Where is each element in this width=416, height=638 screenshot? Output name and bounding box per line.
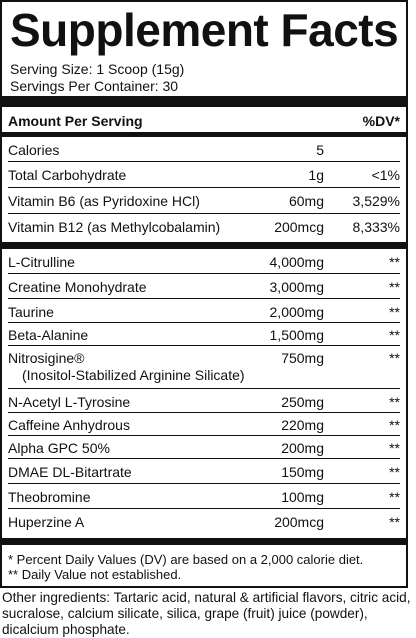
nutrient-amount: 200mcg [274, 219, 324, 235]
nutrient-amount: 2,000mg [269, 304, 324, 320]
nutrient-amount: 60mg [288, 193, 324, 209]
nutrient-name: N-Acetyl L-Tyrosine [8, 394, 131, 410]
dv-header-label: %DV* [362, 113, 400, 129]
nutrient-name: Theobromine [8, 489, 91, 505]
nutrient-amount: 150mg [281, 464, 324, 480]
row-divider [8, 412, 400, 413]
row-divider [8, 298, 400, 299]
nutrient-dv: ** [389, 350, 400, 366]
nutrient-name: Taurine [8, 304, 54, 320]
nutrient-amount: 3,000mg [269, 279, 324, 295]
thick-divider-header [2, 132, 406, 137]
row-divider [8, 458, 400, 459]
nutrient-name: Calories [8, 142, 60, 158]
nutrient-amount: 1,500mg [269, 327, 324, 343]
row-divider [8, 187, 400, 188]
panel-title: Supplement Facts [10, 4, 399, 56]
nutrient-dv: ** [389, 440, 400, 456]
nutrient-amount: 750mg [281, 350, 324, 366]
thick-divider-middle [2, 242, 406, 249]
nutrient-dv: ** [389, 417, 400, 433]
nutrient-name: Vitamin B12 (as Methylcobalamin) [8, 219, 221, 235]
nutrient-name: Nitrosigine® [8, 350, 85, 366]
nutrient-amount: 200mg [281, 440, 324, 456]
nutrient-name: Alpha GPC 50% [8, 440, 110, 456]
nutrient-amount: 5 [316, 142, 324, 158]
nutrient-amount: 250mg [281, 394, 324, 410]
nutrient-subname: (Inositol-Stabilized Arginine Silicate) [22, 367, 245, 383]
nutrient-name: Beta-Alanine [8, 327, 89, 343]
nutrient-dv: ** [389, 514, 400, 530]
amount-per-serving-label: Amount Per Serving [8, 113, 143, 129]
footnote-not-established: ** Daily Value not established. [8, 567, 182, 582]
row-divider [8, 435, 400, 436]
thick-divider-bottom [2, 538, 406, 545]
servings-per-container: Servings Per Container: 30 [10, 78, 179, 94]
row-divider [8, 345, 400, 346]
amount-header [8, 113, 400, 129]
nutrient-dv: ** [389, 464, 400, 480]
serving-size: Serving Size: 1 Scoop (15g) [10, 61, 185, 77]
nutrient-name: Total Carbohydrate [8, 167, 127, 183]
nutrient-amount: 200mcg [274, 514, 324, 530]
row-divider [8, 388, 400, 389]
nutrient-name: L-Citrulline [8, 254, 75, 270]
nutrient-name: Huperzine A [8, 514, 85, 530]
row-divider [8, 483, 400, 484]
nutrient-name: Creatine Monohydrate [8, 279, 147, 295]
nutrient-dv: 8,333% [352, 219, 400, 235]
row-divider [8, 213, 400, 214]
nutrient-dv: ** [389, 489, 400, 505]
row-divider [8, 508, 400, 509]
row-divider [8, 322, 400, 323]
nutrient-name: Vitamin B6 (as Pyridoxine HCl) [8, 193, 200, 209]
nutrient-amount: 220mg [281, 417, 324, 433]
nutrient-amount: 1g [308, 167, 324, 183]
nutrient-name: DMAE DL-Bitartrate [8, 464, 132, 480]
footnote-dv: * Percent Daily Values (DV) are based on a 2,000 calorie diet. [8, 552, 364, 567]
nutrient-dv: ** [389, 254, 400, 270]
nutrient-amount: 100mg [281, 489, 324, 505]
nutrient-dv: <1% [371, 167, 400, 183]
row-divider [8, 161, 400, 162]
nutrient-dv: 3,529% [352, 193, 400, 209]
nutrient-dv: ** [389, 279, 400, 295]
nutrient-name: Caffeine Anhydrous [8, 417, 130, 433]
nutrient-dv: ** [389, 327, 400, 343]
nutrient-amount: 4,000mg [269, 254, 324, 270]
row-divider [8, 273, 400, 274]
thick-divider-top [2, 96, 406, 107]
nutrient-dv: ** [389, 304, 400, 320]
other-ingredients: Other ingredients: Tartaric acid, natural & artificial flavors, citric acid, sucralose, calcium silicate, silica, grape (fruit) juice (powder), dicalcium phosphate. [2, 590, 411, 637]
nutrient-dv: ** [389, 394, 400, 410]
